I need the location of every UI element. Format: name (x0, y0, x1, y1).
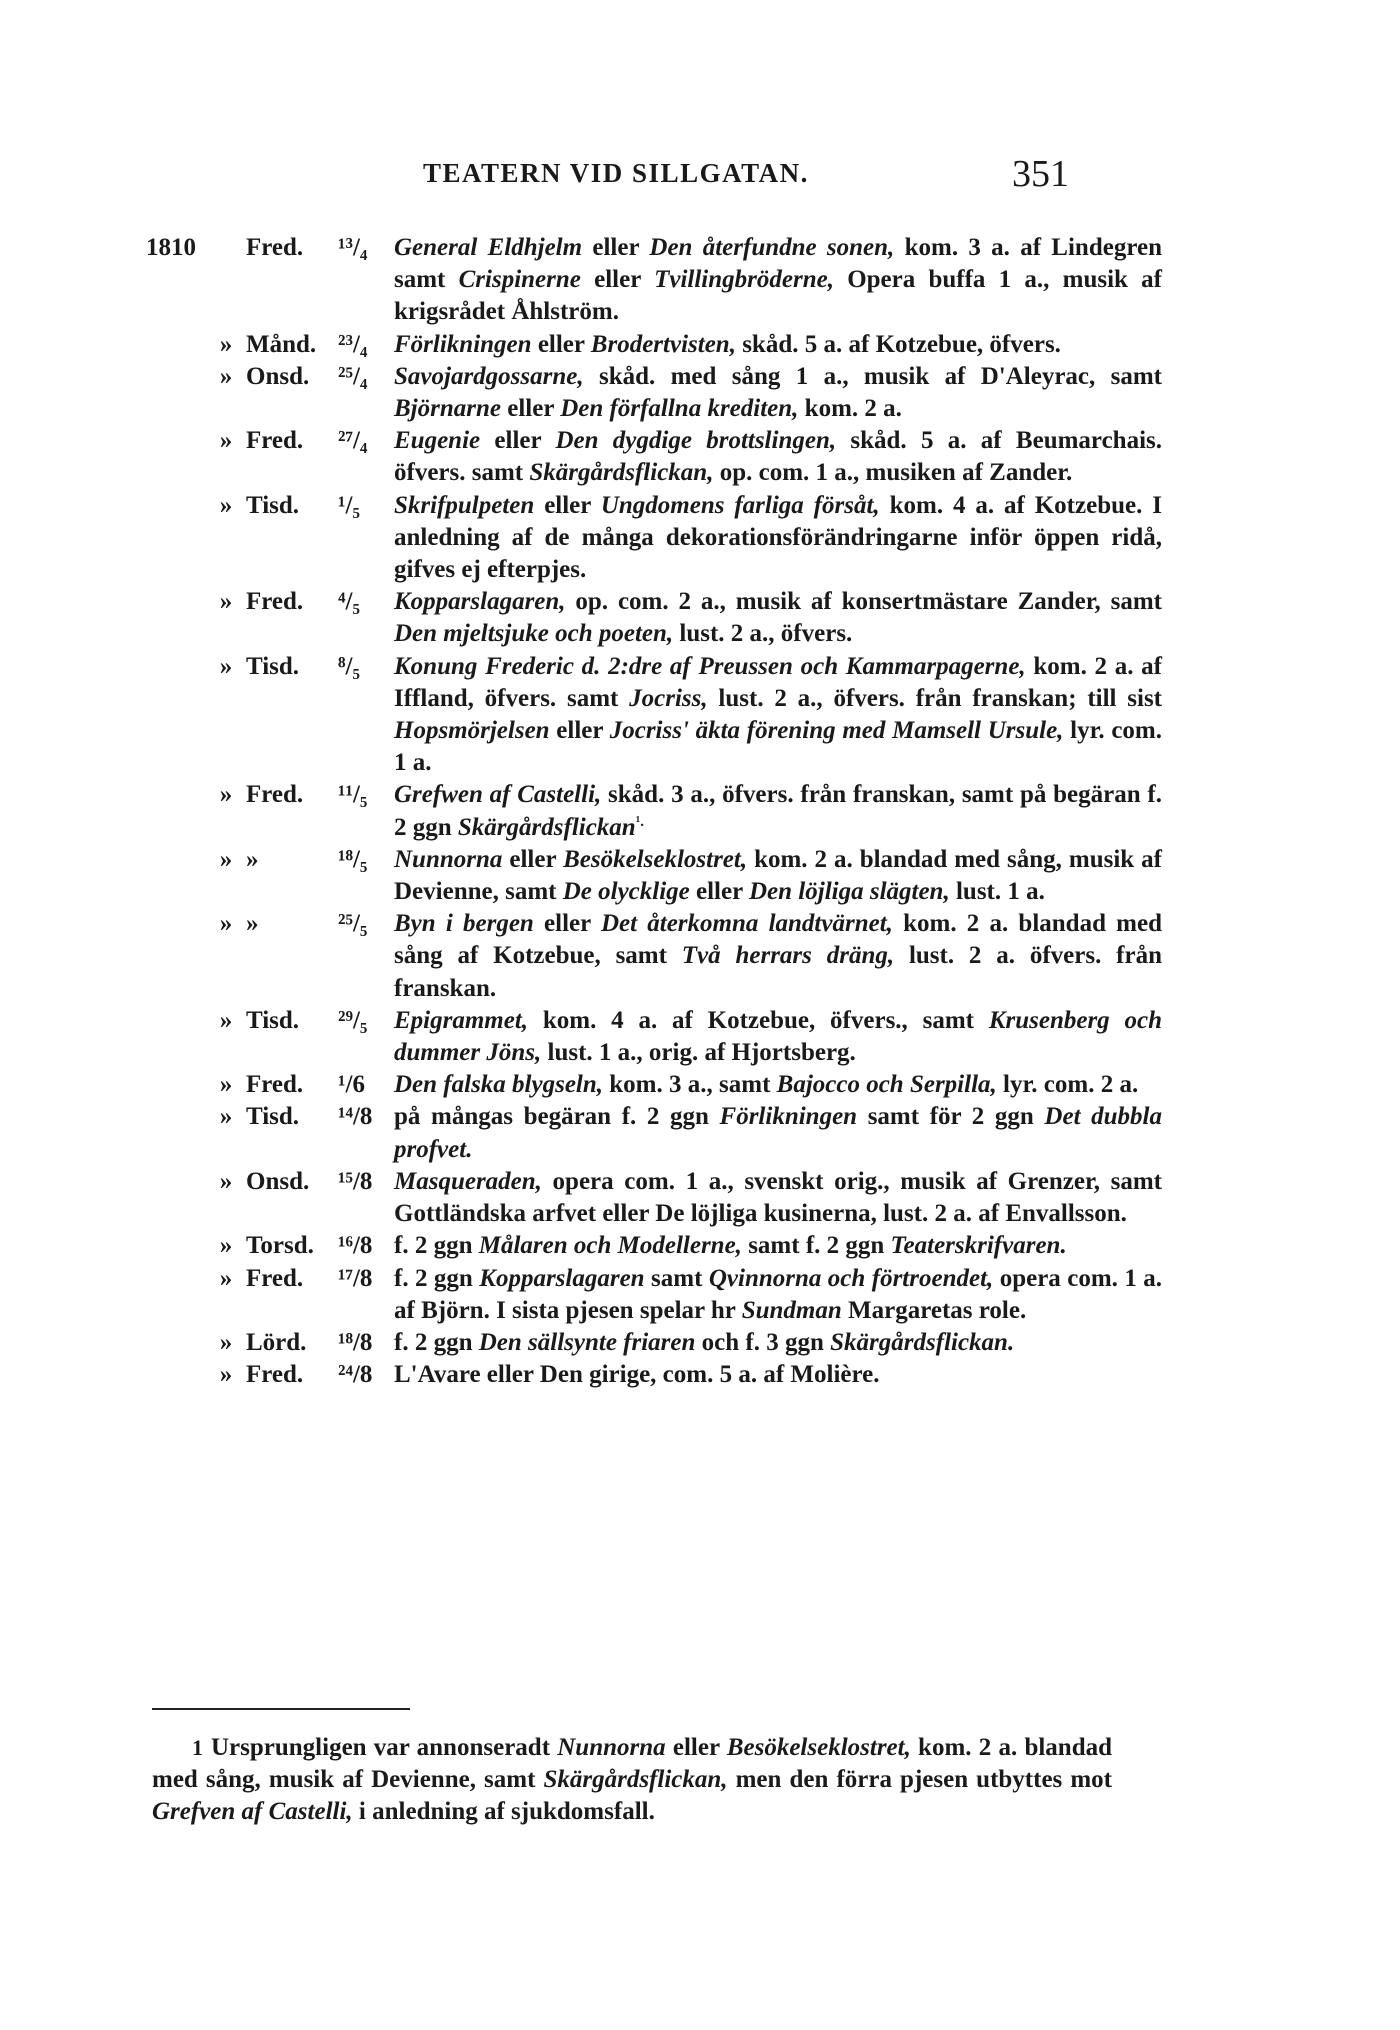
text-run: eller (582, 234, 650, 261)
entry-description (394, 329, 1162, 361)
text-run: kom. 2 a. (798, 395, 902, 423)
entry-description (394, 1069, 1162, 1101)
entry-description (394, 1327, 1162, 1359)
italic-title: Sundman (741, 1296, 842, 1324)
italic-title: Crispinerne (458, 266, 581, 294)
italic-title: Skrifpulpeten (394, 491, 535, 519)
entry-year (146, 779, 206, 843)
italic-title: Jocriss' äkta förening med Mamsell Ursule, (609, 717, 1064, 745)
entry-description (394, 1101, 1162, 1165)
entry-date: ¹⁸/₅ (338, 845, 368, 873)
text-run: Opera buffa 1 a., musik af krigsrådet Åhlström. (394, 266, 1162, 326)
entry-description (394, 586, 1162, 650)
entry-date: ²⁷/₄ (338, 427, 368, 455)
entry-description (394, 1230, 1162, 1262)
text-run: eller (533, 910, 601, 938)
text-run: lust. 1 a. (949, 878, 1045, 906)
text-run: f. 2 ggn (394, 1328, 479, 1356)
entry-year (146, 1327, 206, 1359)
text-run: skåd. 3 a., öfvers. från franskan, samt på begäran f. 2 ggn (394, 781, 1162, 841)
entry-weekday: Onsd. (246, 1167, 310, 1195)
entry-date: ¹⁵/8 (338, 1167, 373, 1195)
text-run: eller (500, 395, 561, 423)
entry-date: ⁴/₅ (338, 588, 360, 616)
italic-title: Tvillingbröderne, (654, 266, 834, 294)
italic-title: Kopparslagaren (479, 1264, 645, 1292)
entry-ditto: » (219, 1232, 233, 1260)
text-run: lust. 2 a., öfvers. (673, 620, 853, 648)
text-run: samt (644, 1264, 709, 1292)
text-run: opera com. 1 a. af Björn. I sista pjesen spelar hr (394, 1264, 1162, 1324)
text-run: eller (531, 330, 591, 358)
entry-date: ¹¹/₅ (338, 781, 368, 809)
italic-title: Eugenie (394, 427, 481, 455)
text-run: eller (480, 427, 556, 455)
entry-year (146, 908, 206, 1005)
text-run: Margaretas role. (841, 1296, 1027, 1324)
text-run: op. com. 1 a., musiken af Zander. (713, 459, 1073, 487)
italic-title: Qvinnorna och förtroendet, (708, 1264, 994, 1292)
entry-ditto: » (219, 910, 233, 938)
entry-description (394, 779, 1162, 843)
italic-title: Savojardgossarne, (394, 362, 584, 390)
italic-title: De olycklige (562, 878, 690, 906)
italic-title: Grefwen af Castelli, (394, 781, 602, 809)
text-run: lust. 2 a., öfvers. från franskan; till sist (707, 684, 1162, 712)
text-run: på mångas begäran f. 2 ggn (394, 1103, 720, 1131)
italic-title: Skärgårdsflickan, (529, 459, 714, 487)
italic-title: Besökelseklostret, (563, 845, 748, 873)
italic-title: Masqueraden, (394, 1167, 542, 1195)
italic-title: Teaterskrifvaren. (890, 1232, 1067, 1260)
performance-entry (0, 1069, 1400, 1101)
entry-year (146, 586, 206, 650)
entry-description (394, 490, 1162, 587)
text-run: lust. 2 a. öfvers. från franskan. (394, 942, 1162, 1002)
entry-ditto (212, 232, 240, 329)
italic-title: Hopsmörjelsen (394, 717, 550, 745)
entry-date: ¹⁴/8 (338, 1103, 373, 1131)
italic-title: Epigrammet, (394, 1006, 529, 1034)
entry-year (146, 1005, 206, 1069)
performance-entry (0, 1230, 1400, 1262)
entry-weekday: » (246, 845, 259, 873)
entry-ditto: » (219, 1103, 233, 1131)
footnote-rule (152, 1708, 410, 1710)
entry-weekday: Torsd. (246, 1232, 314, 1260)
entry-ditto: » (219, 1006, 233, 1034)
italic-title: Besökelseklostret, (726, 1734, 911, 1761)
entry-date: ⁸/₅ (338, 652, 360, 680)
performance-entry (0, 1101, 1400, 1165)
italic-title: Förlikningen (719, 1103, 858, 1131)
entry-year (146, 425, 206, 489)
italic-title: Ungdomens farliga försåt, (600, 491, 880, 519)
text-run: lyr. com. 1 a. (394, 717, 1163, 777)
entry-year (146, 1263, 206, 1327)
text-run: eller (502, 845, 564, 873)
entry-ditto: » (219, 491, 233, 519)
entry-ditto: » (219, 845, 233, 873)
entry-weekday: Fred. (246, 588, 304, 616)
italic-title: Den mjeltsjuke och poeten, (394, 620, 674, 648)
italic-title: Skärgårdsflickan. (830, 1328, 1015, 1356)
italic-title: Nunnorna (394, 845, 503, 873)
entry-description (394, 425, 1162, 489)
entry-year: 1810 (146, 234, 196, 261)
italic-title: Nunnorna (557, 1734, 666, 1761)
text-run: lyr. com. 2 a. (996, 1071, 1139, 1099)
entry-weekday: Lörd. (246, 1328, 307, 1356)
italic-title: Den falska blygseln, (394, 1071, 604, 1099)
performance-entry (0, 779, 1400, 843)
performance-entry (0, 844, 1400, 908)
performance-entry (0, 908, 1400, 1005)
performance-entry (0, 425, 1400, 489)
italic-title: Byn i bergen (394, 910, 534, 938)
text-run: eller (549, 717, 610, 745)
italic-title: Konung Frederic d. 2:dre af Preussen och Kammarpagerne, (394, 652, 1026, 680)
entry-year (146, 490, 206, 587)
text-run: kom. 2 a. af Iffland, öfvers. samt (394, 652, 1162, 712)
entry-ditto: » (219, 427, 233, 455)
text-run: kom. 4 a. af Kotzebue. I anledning af de många dekorationsförändringarne inför öppen ridå, gifves ej efterpjes. (394, 491, 1162, 584)
entry-date: ²⁹/₅ (338, 1006, 368, 1034)
entry-description (394, 1263, 1162, 1327)
entry-year (146, 1069, 206, 1101)
italic-title: Björnarne (394, 395, 501, 423)
entry-ditto: » (219, 1071, 233, 1099)
text-run: samt för 2 ggn (857, 1103, 1045, 1131)
entry-weekday: Tisd. (246, 491, 300, 519)
performance-entry (0, 1166, 1400, 1230)
performance-entry (0, 329, 1400, 361)
text-run: eller (665, 1734, 727, 1761)
entry-ditto: » (219, 362, 233, 390)
entry-date: ¹/₅ (338, 491, 360, 519)
entry-year (146, 1166, 206, 1230)
text-run: men den förra pjesen utbyttes mot (727, 1766, 1112, 1793)
entry-weekday: Fred. (246, 1071, 304, 1099)
entry-date: ¹⁶/8 (338, 1232, 373, 1260)
performance-entry (0, 490, 1400, 587)
text-run: lust. 1 a., orig. af Hjortsberg. (541, 1039, 856, 1067)
entry-description (394, 651, 1162, 780)
performance-entry (0, 1327, 1400, 1359)
entry-ditto: » (219, 588, 233, 616)
entry-year (146, 329, 206, 361)
entry-date: ¹⁸/8 (338, 1328, 373, 1356)
italic-title: Brodertvisten, (590, 330, 736, 358)
italic-title: Jocriss, (629, 684, 708, 712)
performance-entry (0, 1359, 1400, 1391)
entry-weekday: Tisd. (246, 1103, 300, 1131)
entry-description (394, 361, 1162, 425)
entry-date: ²⁴/8 (338, 1361, 373, 1389)
performance-entry (0, 651, 1400, 780)
entry-ditto: » (219, 1328, 233, 1356)
text-run: f. 2 ggn (394, 1232, 479, 1260)
text-run: samt f. 2 ggn (741, 1232, 891, 1260)
text-run: skåd. med sång 1 a., musik af D'Aleyrac, samt (583, 362, 1162, 390)
italic-title: Den sällsynte friaren (478, 1328, 696, 1356)
entry-weekday: Fred. (246, 234, 304, 261)
entry-description (394, 1005, 1162, 1069)
italic-title: Skärgårdsflickan, (543, 1766, 728, 1793)
text-run: och f. 3 ggn (695, 1328, 831, 1356)
entry-ditto: » (219, 652, 233, 680)
entry-weekday: Fred. (246, 1361, 304, 1389)
entry-ditto: » (219, 1167, 233, 1195)
entry-year (146, 651, 206, 780)
footnote-mark: 1 (192, 1735, 203, 1760)
entry-year (146, 1359, 206, 1391)
text-run: Ursprungligen var annonseradt (211, 1734, 558, 1761)
entry-weekday: » (246, 910, 259, 938)
italic-title: Skärgårdsflickan (457, 813, 636, 841)
italic-title: Den löjliga slägten, (749, 878, 950, 906)
entry-date: ¹⁷/8 (338, 1264, 373, 1292)
entry-year (146, 361, 206, 425)
entry-date: ²³/₄ (338, 330, 368, 358)
text-run: kom. 3 a., samt (603, 1071, 777, 1099)
running-head (423, 153, 1069, 198)
italic-title: Förlikningen (394, 330, 532, 358)
entry-year (146, 844, 206, 908)
text-run: eller (689, 878, 749, 906)
italic-title: Två herrars dräng, (681, 942, 895, 970)
entry-year (146, 1101, 206, 1165)
italic-title: Det återkomna landtvärnet, (600, 910, 893, 938)
entry-date: ²⁵/₅ (338, 910, 368, 938)
entry-ditto: » (219, 781, 233, 809)
entry-date: ¹/6 (338, 1071, 365, 1099)
italic-title: Kopparslagaren, (394, 588, 566, 616)
italic-title: Den dygdige brottslingen, (555, 427, 837, 455)
italic-title: Den förfallna krediten, (560, 395, 799, 423)
entry-weekday: Tisd. (246, 1006, 300, 1034)
entry-weekday: Tisd. (246, 652, 300, 680)
italic-title: Det dubbla profvet. (394, 1103, 1162, 1163)
entry-year (146, 1230, 206, 1262)
text-run: eller (534, 491, 601, 519)
footnote (152, 1732, 1112, 1828)
text-run: skåd. 5 a. af Beumarchais. öfvers. samt (394, 427, 1162, 487)
performance-entry (0, 1263, 1400, 1327)
entry-ditto: » (219, 330, 233, 358)
italic-title: Grefven af Castelli, (152, 1798, 353, 1825)
entry-date: ¹³/₄ (338, 234, 368, 261)
text-run: opera com. 1 a., svenskt orig., musik af Grenzer, samt Gottländska arfvet eller De löjliga kusinerna, lust. 2 a. af Envallsson. (394, 1167, 1162, 1228)
text-run: L'Avare eller Den girige, com. 5 a. af Molière. (394, 1361, 880, 1389)
running-title: TEATERN VID SILLGATAN. (423, 158, 809, 188)
footnote-ref: ¹. (635, 813, 644, 830)
text-run: kom. 4 a. af Kotzebue, öfvers., samt (528, 1006, 989, 1034)
entry-description (394, 1359, 1162, 1391)
entry-description (394, 1166, 1162, 1230)
entry-ditto: » (219, 1361, 233, 1389)
entry-weekday: Onsd. (246, 362, 310, 390)
entry-ditto: » (219, 1264, 233, 1292)
performance-entry (0, 586, 1400, 650)
italic-title: Bajocco och Serpilla, (776, 1071, 997, 1099)
text-run: kom. 2 a. blandad med sång, musik af Devienne, samt (152, 1734, 1113, 1793)
performance-entry (0, 1005, 1400, 1069)
entry-weekday: Fred. (246, 1264, 304, 1292)
italic-title: Den återfundne sonen, (649, 234, 895, 261)
performance-entry (0, 232, 1400, 329)
italic-title: General Eldhjelm (394, 234, 583, 261)
text-run: skåd. 5 a. af Kotzebue, öfvers. (735, 330, 1061, 358)
text-run: kom. 2 a. blandad med sång af Kotzebue, samt (394, 910, 1162, 970)
text-run: eller (580, 266, 655, 294)
performance-list (0, 232, 1400, 1391)
entry-weekday: Månd. (246, 330, 317, 358)
italic-title: Krusenberg och dummer Jöns, (394, 1006, 1162, 1067)
entry-description (394, 908, 1162, 1005)
footnote-text (152, 1734, 1112, 1825)
text-run: kom. 3 a. af Lindegren samt (394, 234, 1162, 294)
entry-date: ²⁵/₄ (338, 362, 368, 390)
entry-description (394, 844, 1162, 908)
text-run: i anledning af sjukdomsfall. (352, 1798, 655, 1825)
entry-description (394, 232, 1162, 329)
text-run: op. com. 2 a., musik af konsertmästare Zander, samt (565, 588, 1162, 616)
entry-weekday: Fred. (246, 427, 304, 455)
entry-weekday: Fred. (246, 781, 304, 809)
text-run: kom. 2 a. blandad med sång, musik af Devienne, samt (394, 845, 1162, 906)
page-number: 351 (1012, 153, 1069, 195)
italic-title: Målaren och Modellerne, (478, 1232, 742, 1260)
performance-entry (0, 361, 1400, 425)
text-run: f. 2 ggn (394, 1264, 480, 1292)
